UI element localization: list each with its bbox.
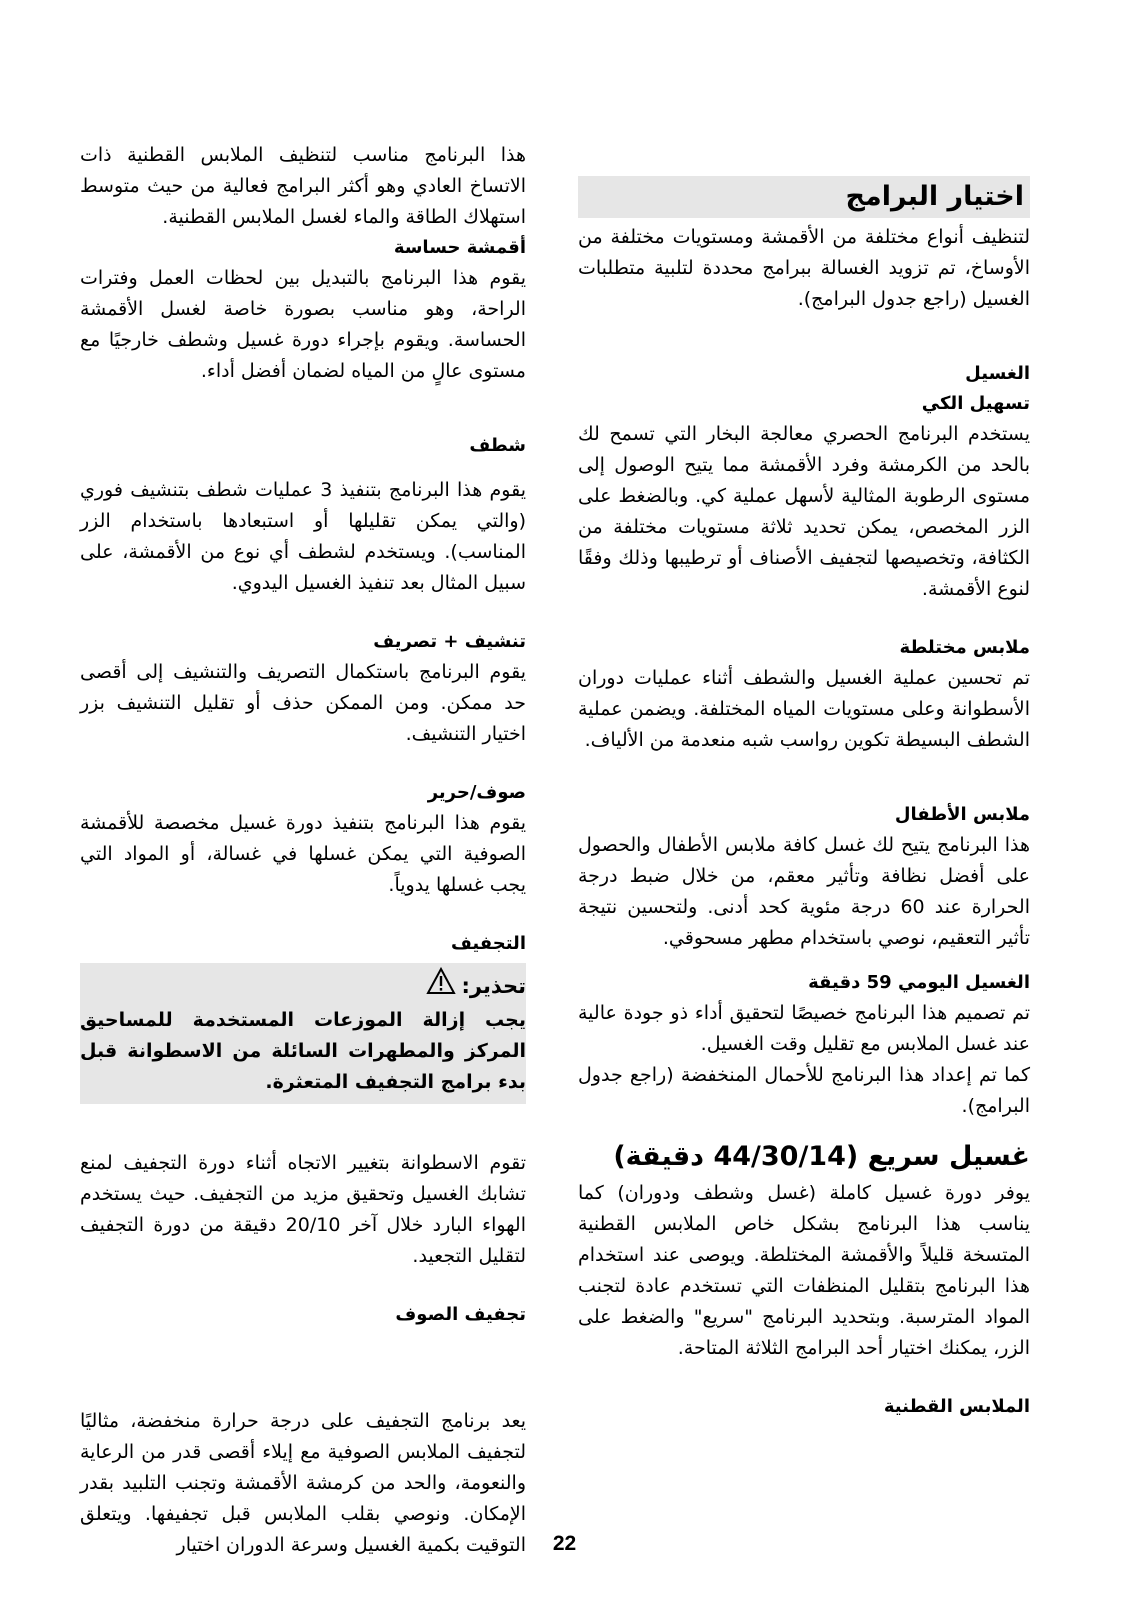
- wool-heading: صوف/حرير: [427, 782, 526, 803]
- drying-heading: التجفيف: [451, 933, 526, 954]
- quick-paragraph: يوفر دورة غسيل كاملة (غسل وشطف ودوران) كما يناسب هذا البرنامج بشكل خاص الملابس القطنية المتسخة قليلاً والأقمشة المختلطة. ويوصى عند استخدام هذا البرنامج بتقليل المنظفات التي تستخدم عادة لتجنب المواد المترسبة. وبتحديد البرنامج "سريع" والضغط على الزر، يمكنك اختيار أحد البرامج الثلاثة المتاحة.: [578, 1182, 1030, 1359]
- spin-heading: تنشيف + تصريف: [373, 631, 526, 652]
- delicate-heading: أقمشة حساسة: [393, 237, 526, 258]
- rinse-heading: شطف: [469, 435, 526, 456]
- page-number: 22: [552, 1532, 577, 1555]
- delicate-paragraph: يقوم هذا البرنامج بالتبديل بين لحظات العمل وفترات الراحة، وهو مناسب بصورة خاصة لغسل الأقمشة الحساسة. ويقوم بإجراء دورة غسيل وشطف خارجيًا مع مستوى عالٍ من المياه لضمان أفضل أداء.: [80, 267, 526, 382]
- mixed-paragraph: تم تحسين عملية الغسيل والشطف أثناء عمليات دوران الأسطوانة وعلى مستويات المياه المختلفة. ويضمن عملية الشطف البسيطة تكوين رواسب شبه منعدمة من الألياف.: [578, 667, 1030, 751]
- warning-text: يجب إزالة الموزعات المستخدمة للمساحيق المركز والمطهرات السائلة من الاسطوانة قبل بدء برامج التجفيف المتعثرة.: [80, 1009, 526, 1093]
- rinse-paragraph: يقوم هذا البرنامج بتنفيذ 3 عمليات شطف بتنشيف فوري (والتي يمكن تقليلها أو استبعادها باستخدام الزر المناسب). ويستخدم لشطف أي نوع من الأقمشة، على سبيل المثال بعد تنفيذ الغسيل اليدوي.: [80, 479, 526, 594]
- drying-paragraph: تقوم الاسطوانة بتغيير الاتجاه أثناء دورة التجفيف لمنع تشابك الغسيل وتحقيق مزيد من التجفيف. حيث يستخدم الهواء البارد خلال آخر 20/10 دقيقة من دورة التجفيف لتقليل التجعيد.: [80, 1152, 526, 1267]
- daily-paragraph-2: كما تم إعداد هذا البرنامج للأحمال المنخفضة (راجع جدول البرامج).: [578, 1064, 1030, 1117]
- left-column: [80, 140, 526, 1561]
- quick-heading: غسيل سريع (44/30/14 دقيقة): [613, 1141, 1030, 1172]
- mixed-heading: ملابس مختلطة: [899, 637, 1030, 658]
- wool-dry-paragraph: يعد برنامج التجفيف على درجة حرارة منخفضة، مثاليًا لتجفيف الملابس الصوفية مع إيلاء أقصى قدر من الرعاية والنعومة، والحد من كرمشة الأقمشة وتجنب التلبيد بقدر الإمكان. ونوصي بقلب الملابس قبل تجفيفها. ويتعلق التوقيت بكمية الغسيل وسرعة الدوران اختيار: [80, 1410, 526, 1556]
- spin-paragraph: يقوم البرنامج باستكمال التصريف والتنشيف إلى أقصى حد ممكن. ومن الممكن حذف أو تقليل التنشيف بزر اختيار التنشيف.: [80, 661, 526, 745]
- wool-paragraph: يقوم هذا البرنامج بتنفيذ دورة غسيل مخصصة للأقمشة الصوفية التي يمكن غسلها في غسالة، أو المواد التي يجب غسلها يدوياً.: [80, 812, 526, 896]
- warning-box: [80, 963, 526, 1104]
- baby-paragraph: هذا البرنامج يتيح لك غسل كافة ملابس الأطفال والحصول على أفضل نظافة وتأثير معقم، من خلال ضبط درجة الحرارة عند 60 درجة مئوية كحد أدنى. ولتحسين نتيجة تأثير التعقيم، نوصي باستخدام مطهر مسحوقي.: [578, 834, 1030, 949]
- warning-title: تحذير:: [461, 974, 526, 998]
- intro-paragraph: لتنظيف أنواع مختلفة من الأقمشة ومستويات مختلفة من الأوساخ، تم تزويد الغسالة ببرامج محددة لتلبية متطلبات الغسيل (راجع جدول البرامج).: [578, 226, 1030, 310]
- warning-triangle-icon: [426, 967, 456, 1005]
- daily-heading: الغسيل اليومي 59 دقيقة: [808, 972, 1030, 993]
- easy-iron-paragraph: يستخدم البرنامج الحصري معالجة البخار التي تسمح لك بالحد من الكرمشة وفرد الأقمشة مما يتيح الوصول إلى مستوى الرطوبة المثالية لأسهل عملية كي. وبالضغط على الزر المخصص، يمكن تحديد ثلاثة مستويات مختلفة من الكثافة، وتخصيصها لتجفيف الأصناف أو ترطيبها وذلك وفقًا لنوع الأقمشة.: [578, 423, 1030, 600]
- daily-paragraph-1: تم تصميم هذا البرنامج خصيصًا لتحقيق أداء ذو جودة عالية عند غسل الملابس مع تقليل وقت الغسيل.: [578, 1002, 1030, 1055]
- warning-title-row: [80, 967, 526, 1005]
- section-title: اختيار البرامج: [578, 176, 1030, 218]
- baby-heading: ملابس الأطفال: [894, 804, 1030, 825]
- easy-iron-heading: تسهيل الكي: [921, 393, 1030, 414]
- wool-dry-heading: تجفيف الصوف: [395, 1304, 526, 1325]
- washing-heading: الغسيل: [965, 363, 1030, 384]
- cotton-heading: الملابس القطنية: [883, 1396, 1030, 1417]
- right-column: [578, 176, 1030, 1422]
- cotton-paragraph: هذا البرنامج مناسب لتنظيف الملابس القطنية ذات الاتساخ العادي وهو أكثر البرامج فعالية من حيث متوسط استهلاك الطاقة والماء لغسل الملابس القطنية.: [80, 144, 526, 228]
